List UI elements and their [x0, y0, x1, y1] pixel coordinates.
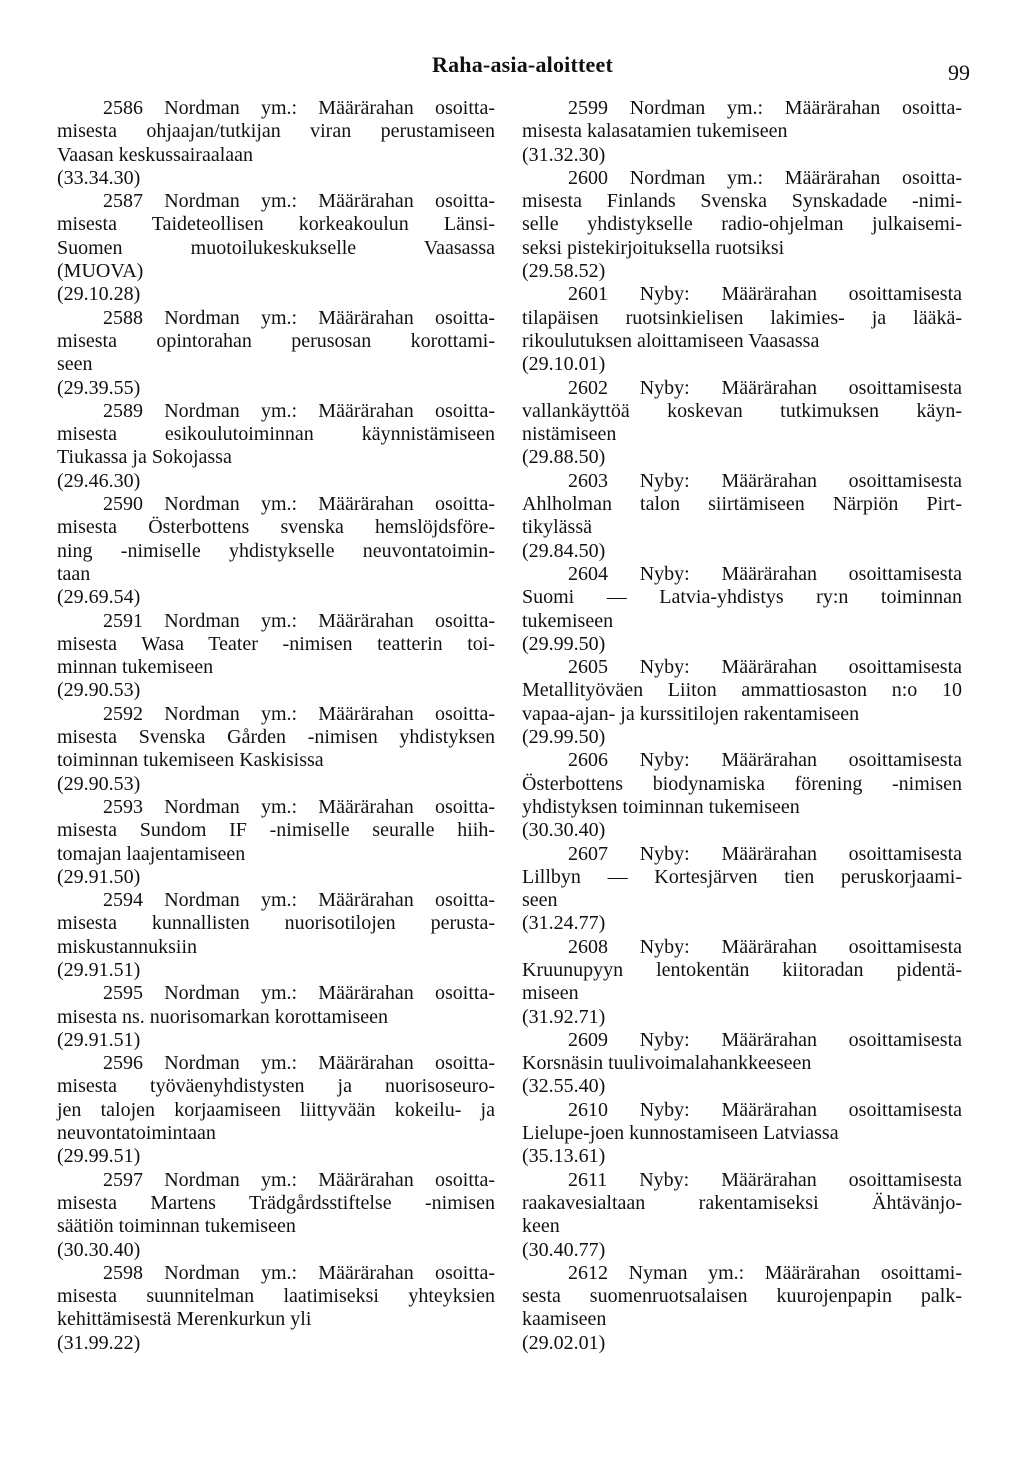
motion-entry: [522, 1099, 962, 1169]
motion-entry: [57, 190, 495, 306]
motion-text-line: misesta Finlands Svenska Synskadade -nimi-: [522, 190, 962, 213]
motion-text-line: misesta ohjaajan/tutkijan viran perustamiseen: [57, 120, 495, 143]
motion-text-line: Österbottens biodynamiska förening -nimisen: [522, 772, 962, 795]
budget-reference: (31.99.22): [57, 1331, 141, 1354]
motion-text-line: toiminnan tukemiseen Kaskisissa: [57, 749, 324, 772]
motion-text-line: vallankäyttöä koskevan tutkimuksen käyn-: [522, 399, 962, 422]
left-column: [57, 97, 495, 1355]
motion-entry: [57, 982, 495, 1052]
motion-heading-line: 2611 Nyby: Määrärahan osoittamisesta: [568, 1168, 962, 1191]
budget-reference: (30.40.77): [522, 1238, 606, 1261]
motion-entry: [522, 1169, 962, 1262]
motion-text-line: misesta Taideteollisen korkeakoulun Länsi-: [57, 213, 495, 236]
motion-entry: [57, 1169, 495, 1262]
motion-text-line: Lillbyn — Kortesjärven tien peruskorjaami-: [522, 865, 962, 888]
motion-text-line: Lielupe-joen kunnostamiseen Latviassa: [522, 1122, 839, 1145]
budget-reference: (29.91.51): [57, 1028, 141, 1051]
motion-entry: [57, 400, 495, 493]
motion-text-line: tukemiseen: [522, 609, 614, 632]
motion-heading-line: 2612 Nyman ym.: Määrärahan osoittami-: [568, 1261, 962, 1284]
motion-heading-line: 2608 Nyby: Määrärahan osoittamisesta: [568, 935, 962, 958]
page-header: [0, 52, 1024, 88]
motion-entry: [57, 97, 495, 190]
motion-heading-line: 2601 Nyby: Määrärahan osoittamisesta: [568, 283, 962, 306]
motion-text-line: miskustannuksiin: [57, 935, 198, 958]
motion-text-line: Metallityöväen Liiton ammattiosaston n:o 10: [522, 679, 962, 702]
motion-heading-line: 2610 Nyby: Määrärahan osoittamisesta: [568, 1098, 962, 1121]
motion-text-line: selle yhdistykselle radio-ohjelman julkaisemi-: [522, 213, 962, 236]
budget-reference: (29.84.50): [522, 539, 606, 562]
motion-text-line: rikoulutuksen aloittamiseen Vaasassa: [522, 329, 820, 352]
motion-text-line: keen: [522, 1215, 560, 1238]
motion-text-line: kaamiseen: [522, 1308, 607, 1331]
motion-text-line: kehittämisestä Merenkurkun yli: [57, 1308, 312, 1331]
motion-entry: [57, 307, 495, 400]
budget-reference: (29.91.51): [57, 958, 141, 981]
motion-heading-line: 2602 Nyby: Määrärahan osoittamisesta: [568, 376, 962, 399]
motion-heading-line: 2590 Nordman ym.: Määrärahan osoitta-: [103, 493, 495, 516]
motion-heading-line: 2603 Nyby: Määrärahan osoittamisesta: [568, 469, 962, 492]
motion-entry: [522, 1262, 962, 1355]
budget-reference: (29.90.53): [57, 679, 141, 702]
motion-heading-line: 2587 Nordman ym.: Määrärahan osoitta-: [103, 190, 495, 213]
motion-text-line: misesta Sundom IF -nimiselle seuralle hiih-: [57, 819, 495, 842]
motion-heading-line: 2586 Nordman ym.: Määrärahan osoitta-: [103, 97, 495, 119]
budget-reference: (31.24.77): [522, 912, 606, 935]
budget-reference: (29.02.01): [522, 1331, 606, 1354]
motion-text-line: sesta suomenruotsalaisen kuurojenpapin palk-: [522, 1285, 962, 1308]
motion-text-line: seen: [57, 353, 93, 376]
budget-reference: (29.99.51): [57, 1145, 141, 1168]
motion-text-line: Vaasan keskussairaalaan: [57, 143, 254, 166]
motion-heading-line: 2595 Nordman ym.: Määrärahan osoitta-: [103, 982, 495, 1005]
motion-heading-line: 2589 Nordman ym.: Määrärahan osoitta-: [103, 399, 495, 422]
motion-heading-line: 2592 Nordman ym.: Määrärahan osoitta-: [103, 702, 495, 725]
motion-entry: [522, 97, 962, 167]
motion-text-line: misesta Martens Trädgårdsstiftelse -nimisen: [57, 1191, 495, 1214]
motion-heading-line: 2593 Nordman ym.: Määrärahan osoitta-: [103, 795, 495, 818]
motion-entry: [57, 703, 495, 796]
motion-text-line: misesta Wasa Teater -nimisen teatterin toi-: [57, 632, 495, 655]
motion-text-line: Suomi — Latvia-yhdistys ry:n toiminnan: [522, 586, 962, 609]
motion-entry: [522, 656, 962, 749]
page-number: 99: [948, 60, 970, 85]
budget-reference: (29.10.01): [522, 353, 606, 376]
motion-text-line: raakavesialtaan rakentamiseksi Ähtävänjo-: [522, 1191, 962, 1214]
motion-entry: [522, 1029, 962, 1099]
budget-reference: (29.88.50): [522, 446, 606, 469]
motion-text-line: jen talojen korjaamiseen liittyvään kokeilu- ja: [57, 1098, 495, 1121]
motion-heading-line: 2598 Nordman ym.: Määrärahan osoitta-: [103, 1261, 495, 1284]
motion-entry: [522, 843, 962, 936]
budget-reference: (31.32.30): [522, 143, 606, 166]
motion-heading-line: 2609 Nyby: Määrärahan osoittamisesta: [568, 1028, 962, 1051]
motion-heading-line: 2596 Nordman ym.: Määrärahan osoitta-: [103, 1052, 495, 1075]
motion-heading-line: 2606 Nyby: Määrärahan osoittamisesta: [568, 749, 962, 772]
motion-text-line: Suomen muotoilukeskukselle Vaasassa: [57, 236, 495, 259]
budget-reference: (29.90.53): [57, 772, 141, 795]
motion-text-line: minnan tukemiseen: [57, 656, 214, 679]
motion-entry: [57, 493, 495, 609]
motion-text-line: vapaa-ajan- ja kurssitilojen rakentamiseen: [522, 702, 860, 725]
motion-heading-line: 2597 Nordman ym.: Määrärahan osoitta-: [103, 1168, 495, 1191]
budget-reference: (29.58.52): [522, 260, 606, 283]
budget-reference: (30.30.40): [522, 819, 606, 842]
motion-text-line: misesta kunnallisten nuorisotilojen perusta-: [57, 912, 495, 935]
motion-entry: [522, 936, 962, 1029]
motion-heading-line: 2607 Nyby: Määrärahan osoittamisesta: [568, 842, 962, 865]
budget-reference: (32.55.40): [522, 1075, 606, 1098]
motion-text-line: Korsnäsin tuulivoimalahankkeeseen: [522, 1052, 812, 1075]
motion-entry: [57, 796, 495, 889]
motion-text-line: misesta työväenyhdistysten ja nuorisoseuro-: [57, 1075, 495, 1098]
motion-entry: [57, 610, 495, 703]
motion-heading-line: 2600 Nordman ym.: Määrärahan osoitta-: [568, 166, 962, 189]
motion-text-line: Kruunupyyn lentokentän kiitoradan pidentä-: [522, 958, 962, 981]
motion-text-line: misesta kalasatamien tukemiseen: [522, 120, 788, 143]
running-title: Raha-asia-aloitteet: [432, 52, 613, 77]
motion-text-line: seksi pistekirjoituksella ruotsiksi: [522, 236, 785, 259]
budget-reference: (29.10.28): [57, 283, 141, 306]
budget-reference: (29.99.50): [522, 632, 606, 655]
motion-text-line: taan: [57, 562, 91, 585]
motion-text-line: tomajan laajentamiseen: [57, 842, 246, 865]
motion-entry: [522, 563, 962, 656]
budget-reference: (35.13.61): [522, 1145, 606, 1168]
motion-text-line: misesta ns. nuorisomarkan korottamiseen: [57, 1005, 389, 1028]
motion-heading-line: 2604 Nyby: Määrärahan osoittamisesta: [568, 562, 962, 585]
motion-entry: [57, 1052, 495, 1168]
motion-text-line: tikylässä: [522, 516, 592, 539]
motion-text-line: neuvontatoimintaan: [57, 1122, 216, 1145]
motion-heading-line: 2605 Nyby: Määrärahan osoittamisesta: [568, 656, 962, 679]
motion-entry: [57, 1262, 495, 1355]
budget-reference: (29.99.50): [522, 726, 606, 749]
motion-entry: [522, 283, 962, 376]
motion-text-line: nistämiseen: [522, 423, 617, 446]
right-column: [522, 97, 962, 1355]
motion-text-line: misesta suunnitelman laatimiseksi yhteyksien: [57, 1285, 495, 1308]
motion-entry: [522, 749, 962, 842]
motion-text-line: misesta Svenska Gården -nimisen yhdistyksen: [57, 726, 495, 749]
motion-heading-line: 2594 Nordman ym.: Määrärahan osoitta-: [103, 889, 495, 912]
motion-text-line: Ahlholman talon siirtämiseen Närpiön Pirt-: [522, 493, 962, 516]
motion-heading-line: 2591 Nordman ym.: Määrärahan osoitta-: [103, 609, 495, 632]
budget-reference: (29.46.30): [57, 469, 141, 492]
budget-reference: (29.69.54): [57, 586, 141, 609]
budget-reference: (31.92.71): [522, 1005, 606, 1028]
motion-heading-line: 2588 Nordman ym.: Määrärahan osoitta-: [103, 306, 495, 329]
motion-entry: [522, 377, 962, 470]
motion-entry: [522, 470, 962, 563]
budget-reference: (29.91.50): [57, 865, 141, 888]
budget-reference: (33.34.30): [57, 166, 141, 189]
motion-text-line: yhdistyksen toiminnan tukemiseen: [522, 795, 800, 818]
motion-text-line: misesta esikoulutoiminnan käynnistämiseen: [57, 423, 495, 446]
budget-reference: (29.39.55): [57, 376, 141, 399]
motion-text-line: misesta opintorahan perusosan korottami-: [57, 329, 495, 352]
motion-text-line: miseen: [522, 982, 579, 1005]
motion-text-line: Tiukassa ja Sokojassa: [57, 446, 232, 469]
motion-text-line: misesta Österbottens svenska hemslöjdsföre-: [57, 516, 495, 539]
motion-entry: [57, 889, 495, 982]
motion-text-line: ning -nimiselle yhdistykselle neuvontatoimin-: [57, 539, 495, 562]
motion-entry: [522, 167, 962, 283]
motion-text-line: seen: [522, 889, 558, 912]
motion-text-line: (MUOVA): [57, 260, 144, 283]
motion-heading-line: 2599 Nordman ym.: Määrärahan osoitta-: [568, 97, 962, 119]
motion-text-line: säätiön toiminnan tukemiseen: [57, 1215, 296, 1238]
motion-text-line: tilapäisen ruotsinkielisen lakimies- ja lääkä-: [522, 306, 962, 329]
budget-reference: (30.30.40): [57, 1238, 141, 1261]
